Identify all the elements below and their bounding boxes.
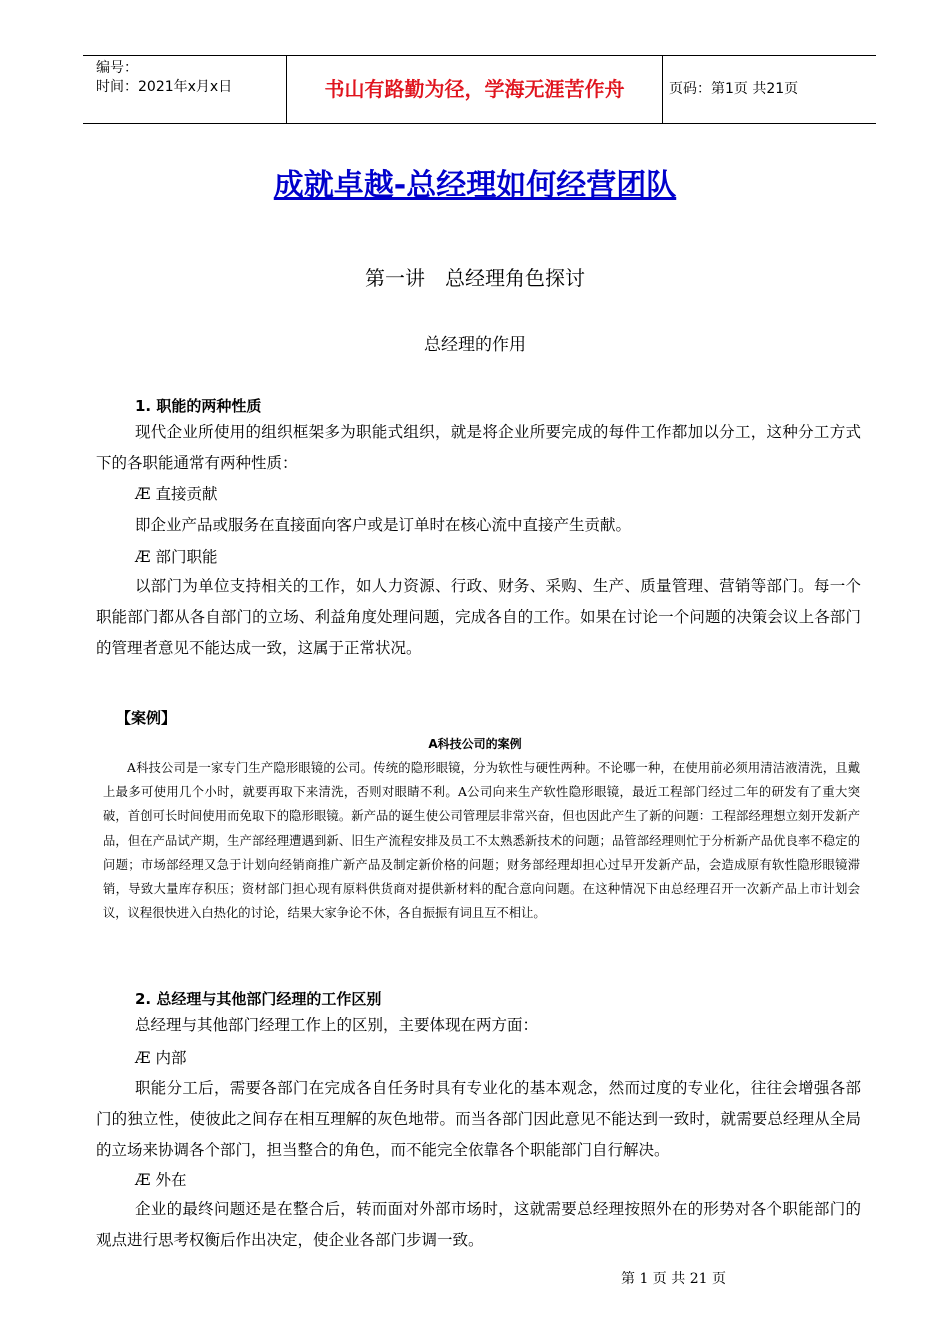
- part1-bullet-dept: Æ 部门职能: [135, 548, 218, 566]
- time-label: 时间：2021年x月x日: [96, 79, 233, 95]
- case-label: 【案例】: [116, 709, 177, 727]
- header-motto: 书山有路勤为径，学海无涯苦作舟: [324, 77, 625, 101]
- part2-heading: 2. 总经理与其他部门经理的工作区别: [135, 990, 382, 1008]
- lecture-title: 第一讲 总经理角色探讨: [365, 266, 585, 290]
- part2-bullet-internal-text: 职能分工后，需要各部门在完成各自任务时具有专业化的基本观念，然而过度的专业化，往往会增强各部门的独立性，使彼此之间存在相互理解的灰色地带。而当各部门因此意见不能达到一致时，就需要总经理从全局的立场来协调各个部门，担当整合的角色，而不能完全依靠各个职能部门自行解决。: [96, 1079, 861, 1159]
- case-body: A科技公司是一家专门生产隐形眼镜的公司。传统的隐形眼镜，分为软性与硬性两种。不论哪一种，在使用前必须用清洁液清洗，且戴上最多可使用几个小时，就要再取下来清洗，否则对眼睛不利。A公司向来生产软性隐形眼镜，最近工程部门经过二年的研发有了重大突破，首创可长时间使用而免取下的隐形眼镜。新产品的诞生使公司管理层非常兴奋，但也因此产生了新的问题：工程部经理想立刻开发新产品，但在产品试产期，生产部经理遭遇到新、旧生产流程安排及员工不太熟悉新技术的问题；品管部经理则忙于分析新产品优良率不稳定的问题；市场部经理又急于计划向经销商推广新产品及制定新价格的问题；财务部经理却担心过早开发新产品，会造成原有软性隐形眼镜滞销，导致大量库存积压；资材部门担心现有原料供货商对提供新材料的配合意向问题。在这种情况下由总经理召开一次新产品上市计划会议，议程很快进入白热化的讨论，结果大家争论不休，各自振振有词且互不相让。: [103, 761, 860, 921]
- footer-page-number: 第 1 页 共 21 页: [621, 1271, 726, 1287]
- header-page-info: 页码：第1页 共21页: [669, 81, 799, 97]
- document-title[interactable]: 成就卓越-总经理如何经营团队: [273, 168, 677, 203]
- part2-bullet-external: Æ 外在: [135, 1171, 187, 1189]
- part2-bullet-internal: Æ 内部: [135, 1049, 187, 1067]
- part1-bullet-dept-text: 以部门为单位支持相关的工作，如人力资源、行政、财务、采购、生产、质量管理、营销等部门。每一个职能部门都从各自部门的立场、利益角度处理问题，完成各自的工作。如果在讨论一个问题的决策会议上各部门的管理者意见不能达成一致，这属于正常状况。: [96, 577, 861, 657]
- serial-label: 编号：: [96, 60, 138, 76]
- part1-bullet-direct-text: 即企业产品或服务在直接面向客户或是订单时在核心流中直接产生贡献。: [135, 516, 632, 534]
- page-header: [83, 55, 876, 124]
- header-meta: [96, 59, 286, 97]
- part2-bullet-external-text: 企业的最终问题还是在整合后，转而面对外部市场时，这就需要总经理按照外在的形势对各个职能部门的观点进行思考权衡后作出决定，使企业各部门步调一致。: [96, 1200, 861, 1249]
- part1-heading: 1. 职能的两种性质: [135, 397, 262, 415]
- header-divider: [662, 56, 663, 123]
- section-title: 总经理的作用: [424, 335, 526, 355]
- part1-intro: 现代企业所使用的组织框架多为职能式组织，就是将企业所要完成的每件工作都加以分工，这种分工方式下的各职能通常有两种性质：: [96, 423, 861, 472]
- case-title: A科技公司的案例: [428, 737, 522, 751]
- part1-bullet-direct: Æ 直接贡献: [135, 485, 218, 503]
- part2-intro: 总经理与其他部门经理工作上的区别，主要体现在两方面：: [135, 1016, 539, 1034]
